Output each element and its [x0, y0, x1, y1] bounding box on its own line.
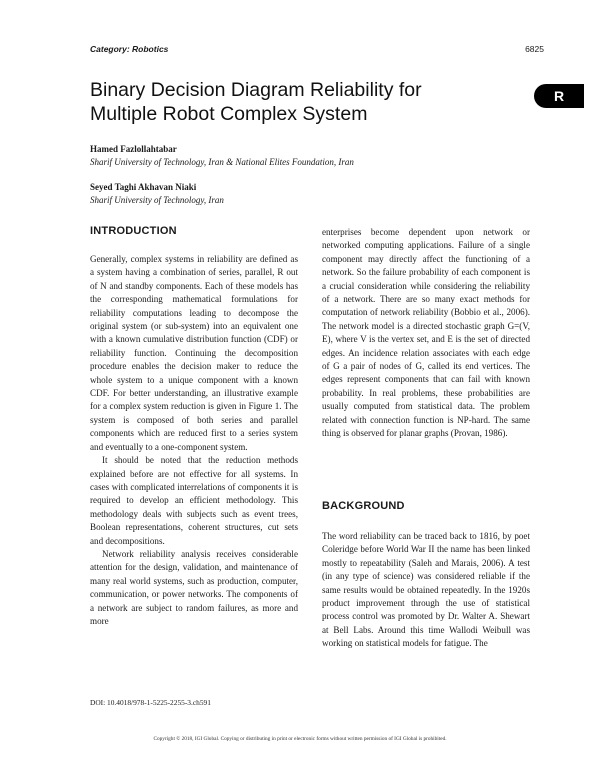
category-label: Category: Robotics — [90, 44, 169, 54]
paragraph: It should be noted that the reduction methods explained before are not effective for all systems. In cases with complicated interrelations of components it is required to develop an efficient methodology. This methodology deals with subjects such as event trees, Boolean representations, coherent structures, cut sets and decompositions. — [90, 455, 298, 546]
introduction-continuation — [322, 226, 530, 441]
paragraph: Generally, complex systems in reliability are defined as a system having a combination of series, parallel, R out of N and standby components. Each of these models has the corresponding mathematical formulations for reliability computations leading to decompose the original system (or sub-system) into an equivalent one with a known cumulative distribution function (CDF) or reliability function. Continuing the decomposition procedure enables the decision maker to reduce the whole system to a unique component with a known CDF. For better understanding, an illustrative example for a complex system reduction is given in Figure 1. The system is composed of both series and parallel components which are reduced first to a series system and eventually to a one-component system. — [90, 254, 298, 452]
background-heading: BACKGROUND — [322, 500, 405, 512]
article-title: Binary Decision Diagram Reliability for Multiple Robot Complex System — [90, 79, 422, 125]
background-body — [322, 530, 530, 651]
introduction-body — [90, 253, 298, 628]
author-name: Seyed Taghi Akhavan Niaki — [90, 182, 197, 192]
section-tab: R — [534, 84, 584, 108]
page-number: 6825 — [525, 44, 544, 54]
paragraph: The word reliability can be traced back to 1816, by poet Coleridge before World War II the name has been linked mostly to repeatability (Saleh and Marais, 2006). A test (in any type of science) was considered reliable if the same results would be obtained repeatedly. In the 1920s product improvement through the use of statistical process control was promoted by Dr. Walter A. Shewart at Bell Labs. Around this time Wallodi Weibull was working on statistical models for fatigue. The — [322, 531, 530, 649]
copyright-notice: Copyright © 2018, IGI Global. Copying or distributing in print or electronic forms without written permission of IGI Global is prohibited. — [153, 736, 447, 742]
paragraph: enterprises become dependent upon network or networked computing applications. Failure of a single component may directly affect the functioning of a network. So the failure probability of each component is a crucial consideration while considering the reliability of a network. There are so many exact methods for computation of network reliability (Bobbio et al., 2006). The network model is a directed stochastic graph G=(V, E), where V is the vertex set, and E is the set of directed edges. An incidence relation associates with each edge of G a pair of nodes of G, called its end vertices. The edges represent components that can fail with known probability. In real problems, these probabilities are usually computed from statistical data. The problem related with connection function is NP-hard. The same thing is observed for planar graphs (Provan, 1986). — [322, 227, 530, 439]
paragraph: Network reliability analysis receives considerable attention for the design, validation, and maintenance of many real world systems, such as production, computer, communication, or power networks. The components of a network are subject to random failures, as more and more — [90, 548, 298, 626]
author-name: Hamed Fazlollahtabar — [90, 144, 177, 154]
introduction-heading: INTRODUCTION — [90, 225, 177, 237]
doi: DOI: 10.4018/978-1-5225-2255-3.ch591 — [90, 698, 211, 707]
author-affiliation: Sharif University of Technology, Iran — [90, 195, 224, 205]
author-affiliation: Sharif University of Technology, Iran & National Elites Foundation, Iran — [90, 157, 354, 167]
